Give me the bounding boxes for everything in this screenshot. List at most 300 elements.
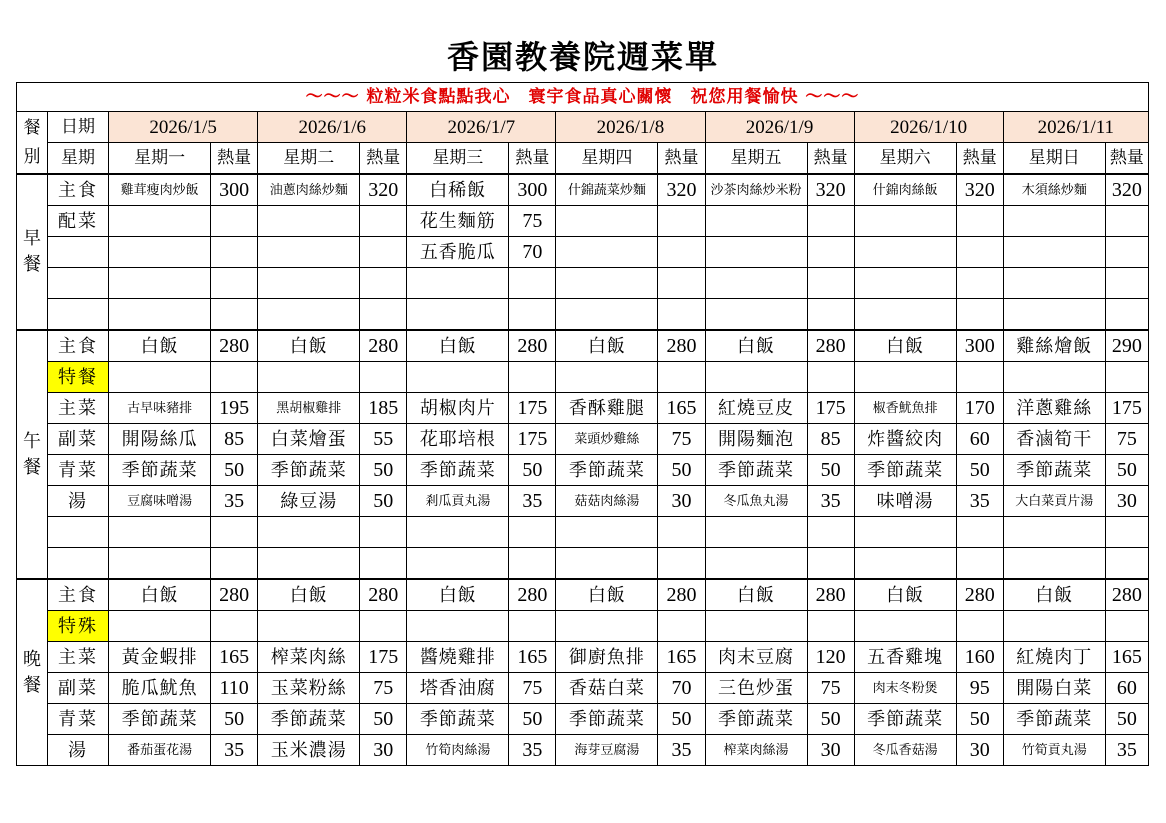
dish-cell: 洋蔥雞絲 xyxy=(1003,393,1105,424)
menu-row xyxy=(17,704,1149,735)
dish-cell: 冬瓜魚丸湯 xyxy=(705,486,807,517)
calorie-cell: 195 xyxy=(211,393,258,424)
calorie-cell xyxy=(1105,268,1148,299)
weekday-cell: 星期一 xyxy=(109,143,211,175)
calorie-cell xyxy=(807,268,854,299)
date-cell: 2026/1/7 xyxy=(407,112,556,143)
calorie-cell xyxy=(956,548,1003,580)
calorie-cell: 30 xyxy=(1105,486,1148,517)
calorie-cell: 280 xyxy=(211,579,258,611)
dish-cell xyxy=(258,299,360,331)
calorie-cell: 165 xyxy=(1105,642,1148,673)
category-cell xyxy=(48,548,109,580)
dish-cell: 榨菜肉絲 xyxy=(258,642,360,673)
dish-cell: 開陽麵泡 xyxy=(705,424,807,455)
dish-cell: 醬燒雞排 xyxy=(407,642,509,673)
calorie-cell: 165 xyxy=(658,393,705,424)
calorie-cell: 280 xyxy=(509,579,556,611)
dish-cell: 五香脆瓜 xyxy=(407,237,509,268)
calorie-cell: 30 xyxy=(807,735,854,766)
calorie-cell: 280 xyxy=(658,330,705,362)
dish-cell: 白飯 xyxy=(109,579,211,611)
dish-cell xyxy=(258,268,360,299)
dish-cell xyxy=(407,611,509,642)
calorie-cell xyxy=(1105,362,1148,393)
dish-cell: 季節蔬菜 xyxy=(407,704,509,735)
dish-cell xyxy=(556,611,658,642)
calorie-cell: 50 xyxy=(956,455,1003,486)
calorie-cell: 50 xyxy=(360,455,407,486)
dish-cell: 香酥雞腿 xyxy=(556,393,658,424)
calorie-cell xyxy=(211,299,258,331)
calorie-cell xyxy=(1105,299,1148,331)
dish-cell: 肉末豆腐 xyxy=(705,642,807,673)
calorie-cell: 60 xyxy=(1105,673,1148,704)
dish-cell xyxy=(705,299,807,331)
calorie-cell: 185 xyxy=(360,393,407,424)
dish-cell xyxy=(854,268,956,299)
menu-row xyxy=(17,206,1149,237)
calorie-cell: 175 xyxy=(509,424,556,455)
calorie-header: 熱量 xyxy=(1105,143,1148,175)
calorie-cell: 55 xyxy=(360,424,407,455)
menu-row xyxy=(17,673,1149,704)
dish-cell: 季節蔬菜 xyxy=(854,704,956,735)
dish-cell: 白飯 xyxy=(407,579,509,611)
dish-cell: 季節蔬菜 xyxy=(109,704,211,735)
date-cell: 2026/1/11 xyxy=(1003,112,1148,143)
dish-cell: 胡椒肉片 xyxy=(407,393,509,424)
dish-cell: 季節蔬菜 xyxy=(556,704,658,735)
dish-cell: 紅燒肉丁 xyxy=(1003,642,1105,673)
calorie-cell xyxy=(807,611,854,642)
calorie-cell xyxy=(658,237,705,268)
meal-label: 晚 餐 xyxy=(17,579,48,766)
calorie-cell: 75 xyxy=(1105,424,1148,455)
dish-cell: 季節蔬菜 xyxy=(705,704,807,735)
dish-cell: 開陽白菜 xyxy=(1003,673,1105,704)
dish-cell xyxy=(854,517,956,548)
weekday-cell: 星期四 xyxy=(556,143,658,175)
dish-cell xyxy=(258,362,360,393)
menu-row xyxy=(17,735,1149,766)
calorie-cell: 85 xyxy=(807,424,854,455)
menu-row xyxy=(17,424,1149,455)
dish-cell xyxy=(705,548,807,580)
calorie-cell xyxy=(956,362,1003,393)
dish-cell xyxy=(705,517,807,548)
calorie-cell: 75 xyxy=(360,673,407,704)
calorie-cell xyxy=(360,268,407,299)
calorie-cell: 35 xyxy=(211,735,258,766)
calorie-cell xyxy=(211,237,258,268)
calorie-cell xyxy=(658,548,705,580)
calorie-cell xyxy=(509,299,556,331)
dish-cell xyxy=(109,548,211,580)
slogan-banner: ～～～ 粒粒米食點點我心 寰宇食品真心關懷 祝您用餐愉快 ～～～ xyxy=(17,83,1149,112)
calorie-cell: 50 xyxy=(807,704,854,735)
meal-label: 午 餐 xyxy=(17,330,48,579)
calorie-cell xyxy=(1105,237,1148,268)
dish-cell: 白飯 xyxy=(258,579,360,611)
dish-cell: 香菇白菜 xyxy=(556,673,658,704)
calorie-cell: 50 xyxy=(1105,704,1148,735)
calorie-cell: 35 xyxy=(956,486,1003,517)
calorie-cell: 50 xyxy=(956,704,1003,735)
calorie-cell: 50 xyxy=(211,704,258,735)
dish-cell: 綠豆湯 xyxy=(258,486,360,517)
calorie-cell: 300 xyxy=(956,330,1003,362)
menu-row xyxy=(17,237,1149,268)
dish-cell xyxy=(407,268,509,299)
calorie-cell xyxy=(956,611,1003,642)
dish-cell: 椒香魷魚排 xyxy=(854,393,956,424)
calorie-cell xyxy=(360,299,407,331)
dish-cell xyxy=(705,611,807,642)
menu-row xyxy=(17,393,1149,424)
dish-cell xyxy=(258,206,360,237)
dish-cell xyxy=(705,362,807,393)
calorie-header: 熱量 xyxy=(956,143,1003,175)
dish-cell: 季節蔬菜 xyxy=(407,455,509,486)
dish-cell xyxy=(556,517,658,548)
dish-cell xyxy=(258,517,360,548)
dish-cell xyxy=(854,362,956,393)
dish-cell xyxy=(407,362,509,393)
dish-cell xyxy=(1003,362,1105,393)
calorie-cell xyxy=(658,517,705,548)
dish-cell xyxy=(1003,268,1105,299)
dish-cell: 菇菇肉絲湯 xyxy=(556,486,658,517)
dish-cell xyxy=(1003,517,1105,548)
dish-cell xyxy=(1003,206,1105,237)
dish-cell xyxy=(854,611,956,642)
calorie-cell: 165 xyxy=(211,642,258,673)
dish-cell xyxy=(705,268,807,299)
calorie-cell: 320 xyxy=(1105,174,1148,206)
dish-cell xyxy=(109,299,211,331)
calorie-cell: 320 xyxy=(956,174,1003,206)
dish-cell xyxy=(556,206,658,237)
category-cell: 特餐 xyxy=(48,362,109,393)
calorie-cell: 320 xyxy=(807,174,854,206)
menu-row xyxy=(17,517,1149,548)
calorie-cell: 75 xyxy=(509,206,556,237)
calorie-header: 熱量 xyxy=(360,143,407,175)
menu-row xyxy=(17,362,1149,393)
dish-cell: 豆腐味噌湯 xyxy=(109,486,211,517)
dish-cell: 季節蔬菜 xyxy=(854,455,956,486)
calorie-cell: 70 xyxy=(509,237,556,268)
weekday-cell: 星期六 xyxy=(854,143,956,175)
calorie-cell xyxy=(658,206,705,237)
dish-cell xyxy=(854,548,956,580)
dish-cell: 木須絲炒麵 xyxy=(1003,174,1105,206)
calorie-cell: 280 xyxy=(211,330,258,362)
category-cell: 副菜 xyxy=(48,424,109,455)
calorie-cell: 175 xyxy=(360,642,407,673)
calorie-cell xyxy=(658,268,705,299)
dish-cell: 季節蔬菜 xyxy=(109,455,211,486)
calorie-cell xyxy=(807,517,854,548)
dish-cell: 白飯 xyxy=(1003,579,1105,611)
menu-row xyxy=(17,579,1149,611)
calorie-cell: 280 xyxy=(509,330,556,362)
dish-cell: 白飯 xyxy=(705,579,807,611)
dish-cell: 御廚魚排 xyxy=(556,642,658,673)
calorie-cell: 280 xyxy=(807,330,854,362)
calorie-cell: 120 xyxy=(807,642,854,673)
calorie-cell: 30 xyxy=(658,486,705,517)
dish-cell: 雞茸瘦肉炒飯 xyxy=(109,174,211,206)
dish-cell: 玉米濃湯 xyxy=(258,735,360,766)
dish-cell: 季節蔬菜 xyxy=(258,704,360,735)
weekday-cell: 星期二 xyxy=(258,143,360,175)
dish-cell: 海芽豆腐湯 xyxy=(556,735,658,766)
date-cell: 2026/1/9 xyxy=(705,112,854,143)
dish-cell: 季節蔬菜 xyxy=(556,455,658,486)
dish-cell: 沙茶肉絲炒米粉 xyxy=(705,174,807,206)
dish-cell xyxy=(258,611,360,642)
calorie-cell xyxy=(211,268,258,299)
dish-cell: 黃金蝦排 xyxy=(109,642,211,673)
calorie-cell xyxy=(658,299,705,331)
menu-row xyxy=(17,330,1149,362)
calorie-cell: 75 xyxy=(658,424,705,455)
date-cell: 2026/1/6 xyxy=(258,112,407,143)
dish-cell xyxy=(1003,611,1105,642)
category-cell: 青菜 xyxy=(48,704,109,735)
calorie-cell: 165 xyxy=(658,642,705,673)
dish-cell: 菜頭炒雞絲 xyxy=(556,424,658,455)
dish-cell: 炸醬絞肉 xyxy=(854,424,956,455)
calorie-cell xyxy=(1105,611,1148,642)
calorie-cell: 280 xyxy=(807,579,854,611)
dish-cell: 季節蔬菜 xyxy=(1003,704,1105,735)
calorie-cell: 280 xyxy=(360,579,407,611)
dish-cell: 白飯 xyxy=(705,330,807,362)
calorie-cell: 50 xyxy=(1105,455,1148,486)
weekday-cell: 星期五 xyxy=(705,143,807,175)
dish-cell: 花耶培根 xyxy=(407,424,509,455)
calorie-cell xyxy=(360,548,407,580)
calorie-cell: 50 xyxy=(658,704,705,735)
calorie-cell: 175 xyxy=(509,393,556,424)
category-cell xyxy=(48,299,109,331)
calorie-cell xyxy=(956,206,1003,237)
weekday-cell: 星期日 xyxy=(1003,143,1105,175)
dish-cell xyxy=(109,268,211,299)
calorie-cell xyxy=(509,362,556,393)
calorie-cell xyxy=(658,611,705,642)
calorie-cell xyxy=(509,268,556,299)
calorie-cell: 35 xyxy=(658,735,705,766)
calorie-header: 熱量 xyxy=(509,143,556,175)
calorie-cell xyxy=(1105,206,1148,237)
calorie-cell: 70 xyxy=(658,673,705,704)
calorie-cell: 30 xyxy=(956,735,1003,766)
calorie-cell xyxy=(360,237,407,268)
calorie-cell xyxy=(807,237,854,268)
calorie-cell: 50 xyxy=(509,704,556,735)
calorie-cell: 280 xyxy=(360,330,407,362)
calorie-cell xyxy=(807,299,854,331)
calorie-cell: 50 xyxy=(658,455,705,486)
calorie-cell: 50 xyxy=(360,704,407,735)
dish-cell: 竹筍貢丸湯 xyxy=(1003,735,1105,766)
date-cell: 2026/1/10 xyxy=(854,112,1003,143)
menu-row xyxy=(17,455,1149,486)
menu-row xyxy=(17,548,1149,580)
menu-row xyxy=(17,174,1149,206)
dish-cell xyxy=(407,548,509,580)
category-cell: 主菜 xyxy=(48,642,109,673)
dish-cell: 白飯 xyxy=(407,330,509,362)
calorie-cell: 50 xyxy=(211,455,258,486)
menu-row xyxy=(17,486,1149,517)
calorie-cell: 170 xyxy=(956,393,1003,424)
calorie-cell: 35 xyxy=(509,486,556,517)
calorie-cell xyxy=(211,206,258,237)
calorie-cell xyxy=(211,611,258,642)
dish-cell xyxy=(1003,237,1105,268)
calorie-cell xyxy=(807,206,854,237)
calorie-cell xyxy=(1105,548,1148,580)
calorie-cell xyxy=(956,299,1003,331)
menu-row xyxy=(17,268,1149,299)
calorie-cell: 30 xyxy=(360,735,407,766)
category-cell: 主食 xyxy=(48,174,109,206)
calorie-cell: 280 xyxy=(956,579,1003,611)
dish-cell: 油蔥肉絲炒麵 xyxy=(258,174,360,206)
dish-cell xyxy=(854,237,956,268)
dish-cell xyxy=(854,299,956,331)
calorie-cell: 60 xyxy=(956,424,1003,455)
dish-cell xyxy=(1003,548,1105,580)
calorie-cell xyxy=(509,548,556,580)
dish-cell: 雞絲燴飯 xyxy=(1003,330,1105,362)
dish-cell xyxy=(109,237,211,268)
page-title: 香園教養院週菜單 xyxy=(446,38,719,76)
date-cell: 2026/1/8 xyxy=(556,112,705,143)
dish-cell: 季節蔬菜 xyxy=(705,455,807,486)
dish-cell: 白飯 xyxy=(258,330,360,362)
calorie-cell xyxy=(807,362,854,393)
calorie-cell: 280 xyxy=(1105,579,1148,611)
calorie-cell: 35 xyxy=(211,486,258,517)
dish-cell: 白菜燴蛋 xyxy=(258,424,360,455)
calorie-cell xyxy=(956,237,1003,268)
category-cell: 主食 xyxy=(48,330,109,362)
dish-cell xyxy=(109,611,211,642)
calorie-cell: 75 xyxy=(807,673,854,704)
calorie-cell: 300 xyxy=(509,174,556,206)
calorie-cell xyxy=(956,268,1003,299)
calorie-cell xyxy=(956,517,1003,548)
calorie-cell xyxy=(211,517,258,548)
dish-cell: 紅燒豆皮 xyxy=(705,393,807,424)
dish-cell: 什錦肉絲飯 xyxy=(854,174,956,206)
dish-cell: 什錦蔬菜炒麵 xyxy=(556,174,658,206)
dish-cell: 肉末冬粉煲 xyxy=(854,673,956,704)
calorie-cell xyxy=(1105,517,1148,548)
dish-cell xyxy=(556,548,658,580)
category-cell: 湯 xyxy=(48,486,109,517)
dish-cell: 塔香油腐 xyxy=(407,673,509,704)
dish-cell: 剎瓜貢丸湯 xyxy=(407,486,509,517)
dish-cell: 冬瓜香菇湯 xyxy=(854,735,956,766)
calorie-cell: 160 xyxy=(956,642,1003,673)
dish-cell: 大白菜貢片湯 xyxy=(1003,486,1105,517)
dish-cell xyxy=(109,517,211,548)
dish-cell xyxy=(705,206,807,237)
dish-cell: 白飯 xyxy=(854,579,956,611)
dish-cell xyxy=(407,299,509,331)
calorie-header: 熱量 xyxy=(807,143,854,175)
menu-row xyxy=(17,611,1149,642)
calorie-cell xyxy=(509,611,556,642)
category-cell xyxy=(48,268,109,299)
dish-cell xyxy=(1003,299,1105,331)
meal-label: 早 餐 xyxy=(17,174,48,330)
calorie-cell xyxy=(360,206,407,237)
calorie-cell: 280 xyxy=(658,579,705,611)
dish-cell xyxy=(556,362,658,393)
calorie-cell xyxy=(807,548,854,580)
date-cell: 2026/1/5 xyxy=(109,112,258,143)
dish-cell xyxy=(258,548,360,580)
calorie-cell: 110 xyxy=(211,673,258,704)
calorie-cell xyxy=(211,548,258,580)
dish-cell: 白飯 xyxy=(556,579,658,611)
date-header-row xyxy=(17,112,1149,143)
calorie-cell: 85 xyxy=(211,424,258,455)
dish-cell: 白飯 xyxy=(854,330,956,362)
dish-cell xyxy=(705,237,807,268)
weekday-header-row xyxy=(17,143,1149,175)
calorie-cell xyxy=(360,611,407,642)
dish-cell xyxy=(854,206,956,237)
weekly-menu-table xyxy=(16,82,1149,766)
weekday-cell: 星期三 xyxy=(407,143,509,175)
dish-cell xyxy=(258,237,360,268)
dish-cell xyxy=(109,206,211,237)
meal-type-header: 餐 別 xyxy=(17,112,48,175)
category-cell: 主食 xyxy=(48,579,109,611)
calorie-cell xyxy=(658,362,705,393)
calorie-cell: 165 xyxy=(509,642,556,673)
dish-cell: 五香雞塊 xyxy=(854,642,956,673)
dish-cell: 季節蔬菜 xyxy=(1003,455,1105,486)
calorie-cell: 320 xyxy=(658,174,705,206)
menu-row xyxy=(17,642,1149,673)
calorie-cell: 35 xyxy=(1105,735,1148,766)
category-cell: 青菜 xyxy=(48,455,109,486)
calorie-header: 熱量 xyxy=(658,143,705,175)
category-cell: 副菜 xyxy=(48,673,109,704)
dish-cell: 花生麵筋 xyxy=(407,206,509,237)
dish-cell: 番茄蛋花湯 xyxy=(109,735,211,766)
calorie-header: 熱量 xyxy=(211,143,258,175)
calorie-cell: 290 xyxy=(1105,330,1148,362)
category-cell: 湯 xyxy=(48,735,109,766)
dish-cell: 香滷筍干 xyxy=(1003,424,1105,455)
calorie-cell: 50 xyxy=(360,486,407,517)
dish-cell: 開陽絲瓜 xyxy=(109,424,211,455)
menu-row xyxy=(17,299,1149,331)
calorie-cell: 50 xyxy=(509,455,556,486)
calorie-cell: 300 xyxy=(211,174,258,206)
